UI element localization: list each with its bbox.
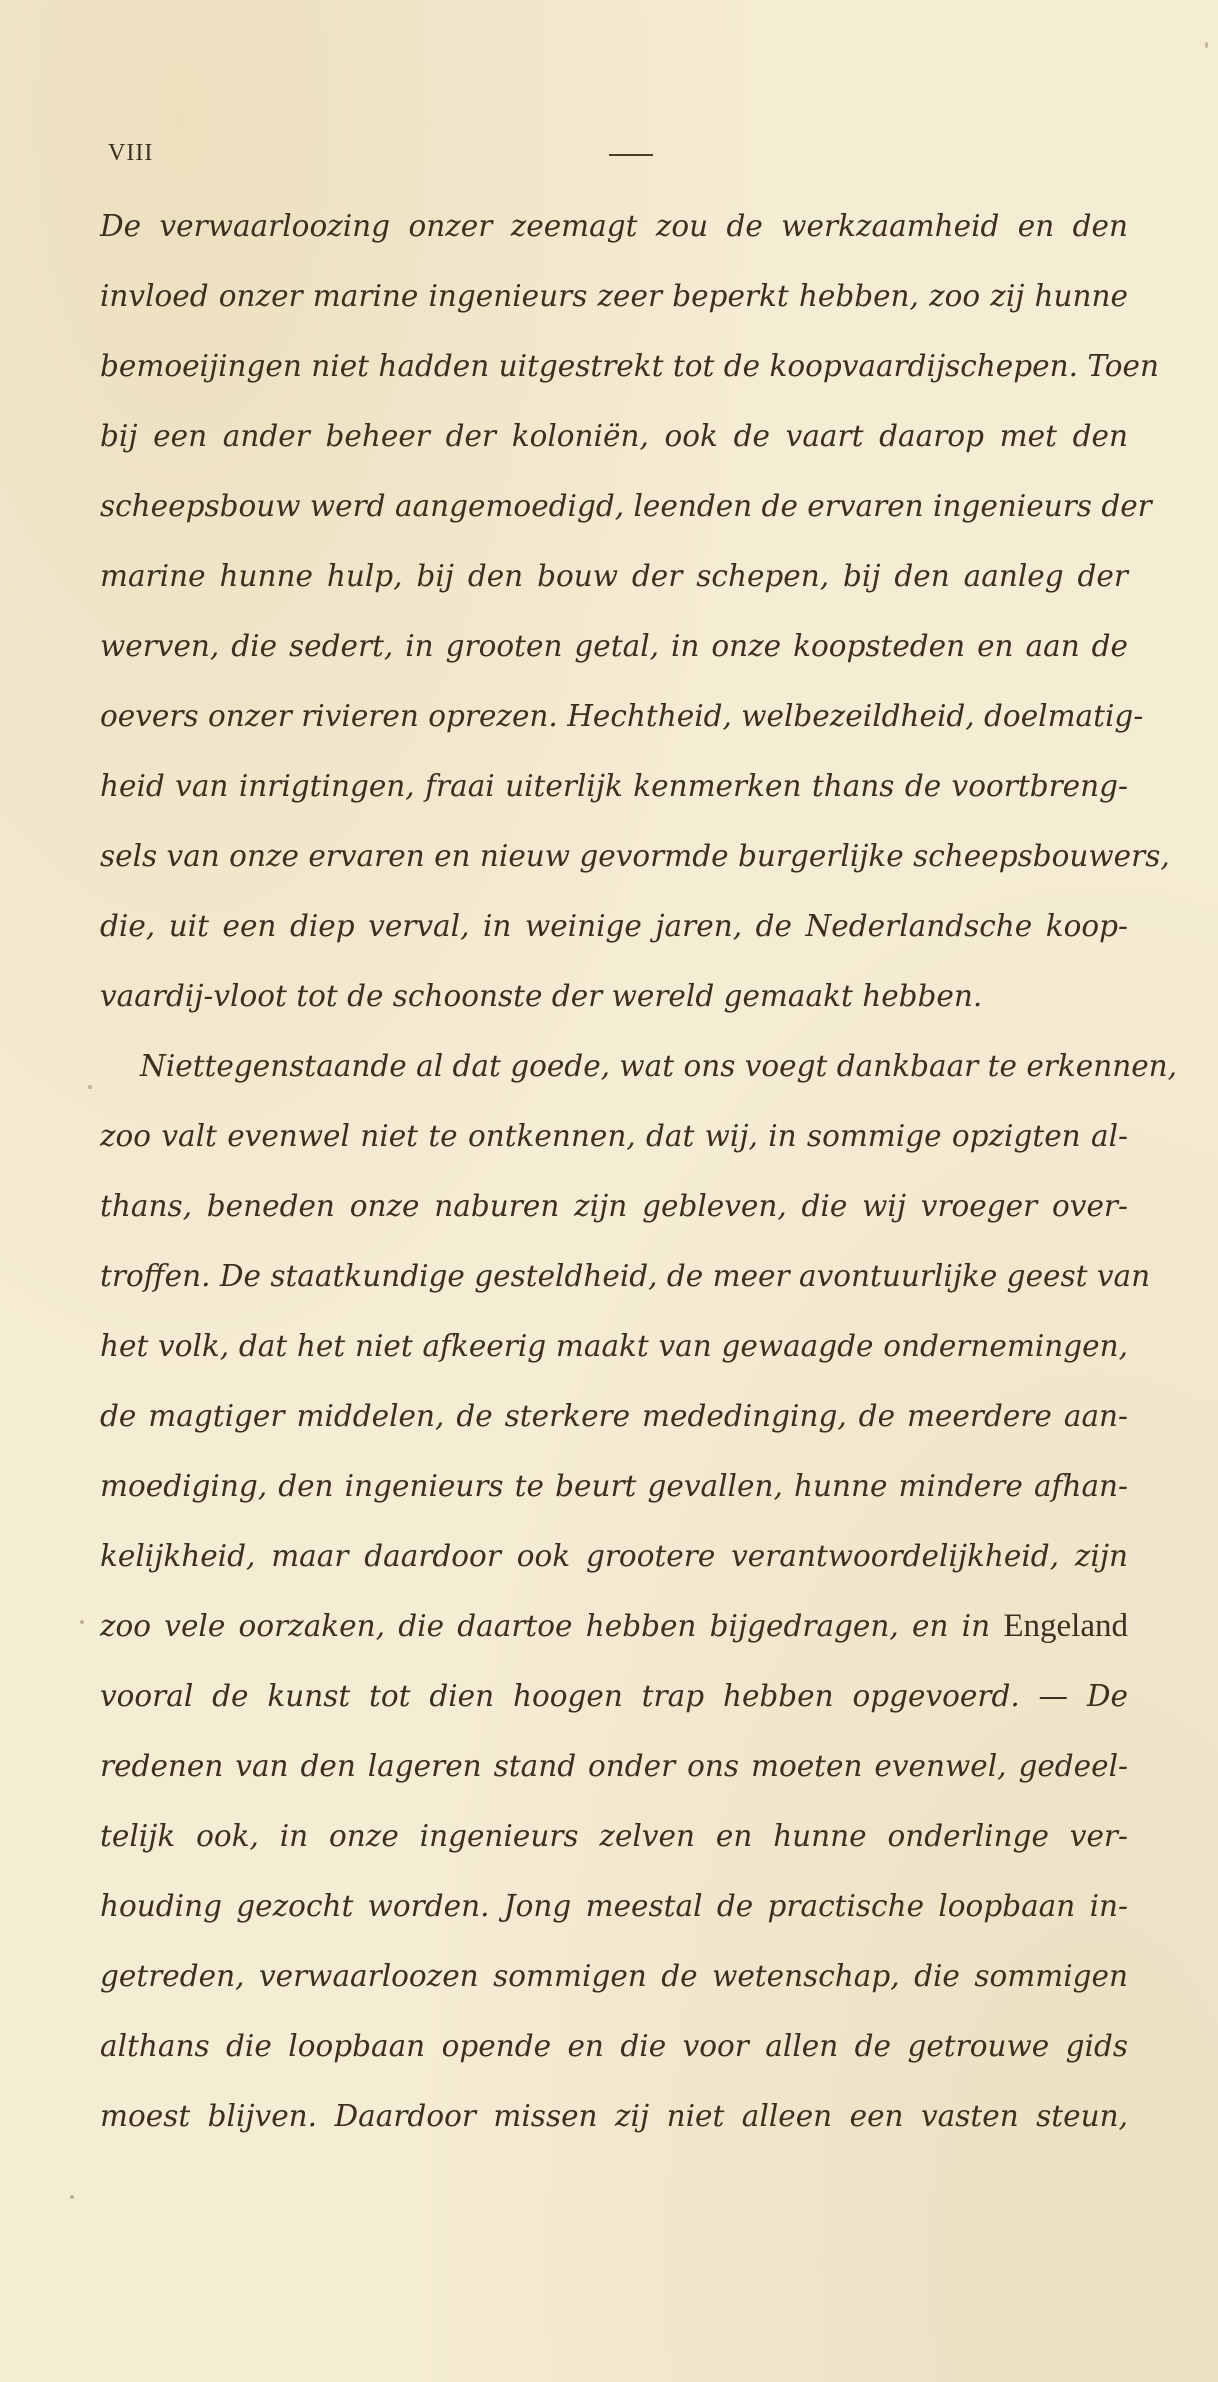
text-line: oevers onzer rivieren oprezen. Hechtheid, welbezeildheid, doelmatig- (100, 699, 1144, 733)
text-line: De verwaarloozing onzer zeemagt zou de werkzaamheid en den (100, 209, 1128, 243)
text-line: Niettegenstaande al dat goede, wat ons voegt dankbaar te erkennen, (140, 1049, 1178, 1083)
page-number: VIII (108, 140, 154, 166)
text-line: het volk, dat het niet afkeerig maakt van gewaagde ondernemingen, (100, 1329, 1128, 1363)
text-line: sels van onze ervaren en nieuw gevormde burgerlijke scheepsbouwers, (100, 839, 1170, 873)
text-line: bemoeijingen niet hadden uitgestrekt tot de koopvaardijschepen. Toen (100, 349, 1159, 383)
text-line: getreden, verwaarloozen sommigen de wetenschap, die sommigen (100, 1959, 1128, 1993)
paper-speck (70, 2195, 74, 2199)
text-line-with-upright-word (100, 1598, 1128, 1668)
text-segment: zoo vele oorzaken, die daartoe hebben bijgedragen, en in (100, 1609, 991, 1643)
text-line: de magtiger middelen, de sterkere mededinging, de meerdere aan- (100, 1399, 1128, 1433)
text-line: moest blijven. Daardoor missen zij niet alleen een vasten steun, (100, 2099, 1128, 2133)
text-line: thans, beneden onze naburen zijn gebleven, die wij vroeger over- (100, 1189, 1128, 1223)
upright-word: Engeland (1003, 1608, 1128, 1644)
page-header (108, 140, 1148, 180)
text-line: houding gezocht worden. Jong meestal de practische loopbaan in- (100, 1889, 1128, 1923)
text-line: zoo valt evenwel niet te ontkennen, dat wij, in sommige opzigten al- (100, 1119, 1128, 1153)
text-line: althans die loopbaan opende en die voor allen de getrouwe gids (100, 2029, 1128, 2063)
text-line: die, uit een diep verval, in weinige jaren, de Nederlandsche koop- (100, 909, 1128, 943)
text-line: moediging, den ingenieurs te beurt gevallen, hunne mindere afhan- (100, 1469, 1128, 1503)
text-line: invloed onzer marine ingenieurs zeer beperkt hebben, zoo zij hunne (100, 279, 1128, 313)
header-rule (609, 154, 653, 156)
text-line: bij een ander beheer der koloniën, ook de vaart daarop met den (100, 419, 1128, 453)
text-line: troffen. De staatkundige gesteldheid, de meer avontuurlijke geest van (100, 1259, 1151, 1293)
text-line: vooral de kunst tot dien hoogen trap hebben opgevoerd. — De (100, 1679, 1128, 1713)
paper-speck (1205, 42, 1208, 48)
text-line: telijk ook, in onze ingenieurs zelven en hunne onderlinge ver- (100, 1819, 1128, 1853)
body-text (100, 198, 1178, 2158)
text-line: scheepsbouw werd aangemoedigd, leenden de ervaren ingenieurs der (100, 489, 1152, 523)
text-line: vaardij-vloot tot de schoonste der wereld gemaakt hebben. (100, 979, 983, 1013)
text-line: heid van inrigtingen, fraai uiterlijk kenmerken thans de voortbreng- (100, 769, 1128, 803)
text-line: werven, die sedert, in grooten getal, in onze koopsteden en aan de (100, 629, 1128, 663)
text-line: kelijkheid, maar daardoor ook grootere verantwoordelijkheid, zijn (100, 1539, 1128, 1573)
paper-speck (80, 1620, 84, 1624)
text-line: redenen van den lageren stand onder ons moeten evenwel, gedeel- (100, 1749, 1128, 1783)
text-line: marine hunne hulp, bij den bouw der schepen, bij den aanleg der (100, 559, 1128, 593)
paper-speck (88, 1085, 92, 1089)
